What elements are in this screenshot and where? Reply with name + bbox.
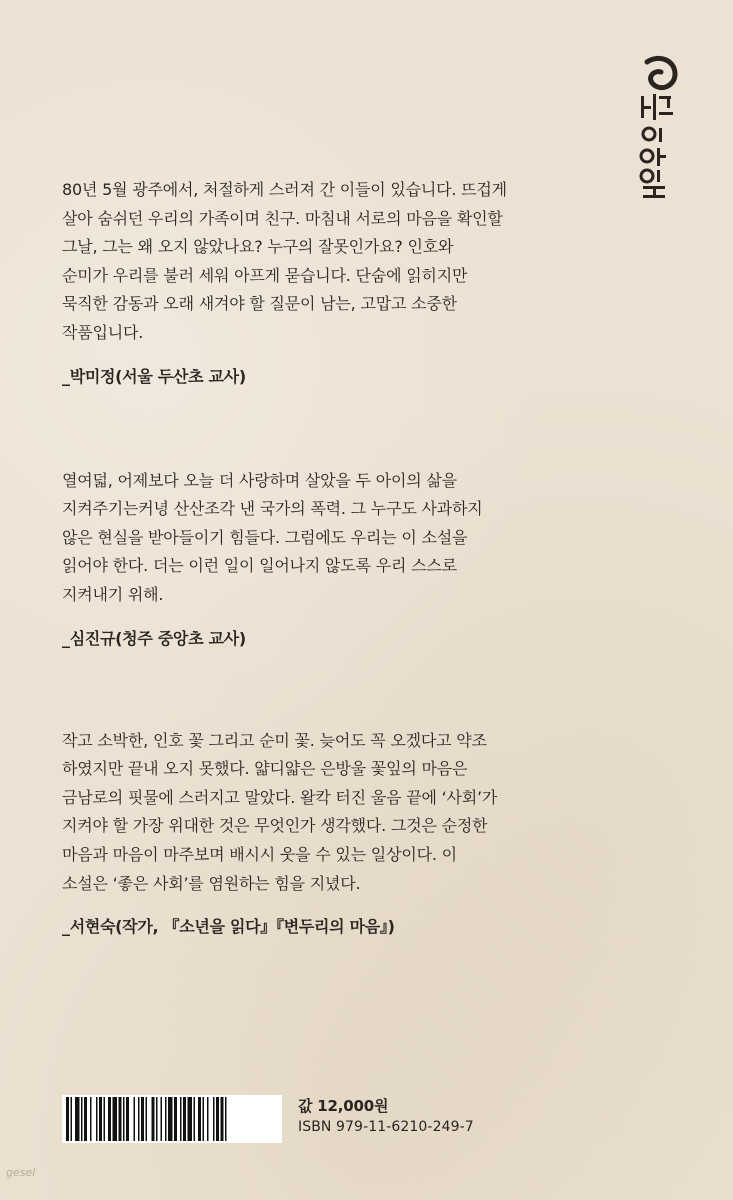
barcode-bar [113, 1097, 118, 1141]
barcode-bar [146, 1097, 148, 1141]
barcode-bar [119, 1097, 122, 1141]
barcode-bar [156, 1097, 158, 1141]
watermark: gesel [6, 1166, 36, 1179]
barcode-bar [161, 1097, 163, 1141]
barcode-bar [99, 1097, 102, 1141]
barcode-bar [141, 1097, 144, 1141]
review-1 [62, 176, 622, 387]
barcode-bar [90, 1097, 92, 1141]
barcode-bar [221, 1097, 224, 1141]
barcode-bar [84, 1097, 87, 1141]
barcode-bar [203, 1097, 205, 1141]
barcode-bar [134, 1097, 136, 1141]
barcode [62, 1095, 282, 1143]
review-text: 열여덟, 어제보다 오늘 더 사랑하며 살았을 두 아이의 삶을 지켜주기는커녕 산산조각 낸 국가의 폭력. 그 누구도 사과하지 않은 현실을 받아들이기 힘들다. 그럼에도 우리는 이 소설을 읽어야 한다. 더는 이런 일이 일어나지 않도록 우리 스스로 지켜내기 위해. [62, 470, 483, 604]
barcode-bar [96, 1097, 98, 1141]
barcode-bar [207, 1097, 209, 1141]
barcode-bar [81, 1097, 83, 1141]
barcode-bar [104, 1097, 106, 1141]
isbn-label: ISBN 979-11-6210-249-7 [298, 1119, 474, 1135]
review-author: _박미정(서울 두산초 교사) [62, 366, 246, 386]
barcode-bar [75, 1097, 80, 1141]
publisher-logo [633, 52, 693, 202]
barcode-bar [152, 1097, 155, 1141]
barcode-bar [165, 1097, 167, 1141]
barcode-bar [216, 1097, 219, 1141]
barcode-bar [138, 1097, 140, 1141]
review-author: _서현숙(작가, 『소년을 읽다』『변두리의 마음』) [62, 917, 395, 937]
barcode-bar [108, 1097, 111, 1141]
barcode-bar [174, 1097, 177, 1141]
barcode-bar [126, 1097, 129, 1141]
review-author: _심진규(청주 중앙초 교사) [62, 628, 246, 648]
barcode-bar [188, 1097, 193, 1141]
barcode-area [62, 1095, 622, 1143]
review-text: 작고 소박한, 인호 꽃 그리고 순미 꽃. 늦어도 꼭 오겠다고 약조 하였지만 끝내 오지 못했다. 얇디얇은 은방울 꽃잎의 마음은 금남로의 핏물에 스러지고 말았다. 왈칵 터진 울음 끝에 ‘사회’가 지켜야 할 가장 위대한 것은 무엇인가 생각했다. 그것은 순정한 마음과 마음이 마주보며 배시시 웃을 수 있는 일상이다. 이 소설은 ‘좋은 사회’를 염원하는 힘을 지녔다. [62, 730, 498, 893]
price-label: 값 12,000원 [298, 1097, 389, 1115]
reviews [62, 176, 622, 1017]
review-text: 80년 5월 광주에서, 처절하게 스러져 간 이들이 있습니다. 뜨겁게 살아 숨쉬던 우리의 가족이며 친구. 마침내 서로의 마음을 확인할 그날, 그는 왜 오지 않았나요? 누구의 잘못인가요? 인호와 순미가 우리를 불러 세워 아프게 묻습니다. 단숨에 읽히지만 묵직한 감동과 오래 새겨야 할 질문이 남는, 고맙고 소중한 작품입니다. [62, 180, 507, 342]
barcode-bar [213, 1097, 215, 1141]
review-3 [62, 727, 622, 938]
barcode-bar [225, 1097, 227, 1141]
barcode-bar [123, 1097, 125, 1141]
barcode-bar [198, 1097, 201, 1141]
barcode-bar [194, 1097, 196, 1141]
barcode-bar [180, 1097, 182, 1141]
barcode-bar [71, 1097, 73, 1141]
barcode-bar [183, 1097, 186, 1141]
barcode-bar [168, 1097, 173, 1141]
review-2 [62, 467, 622, 649]
barcode-bar [66, 1097, 69, 1141]
